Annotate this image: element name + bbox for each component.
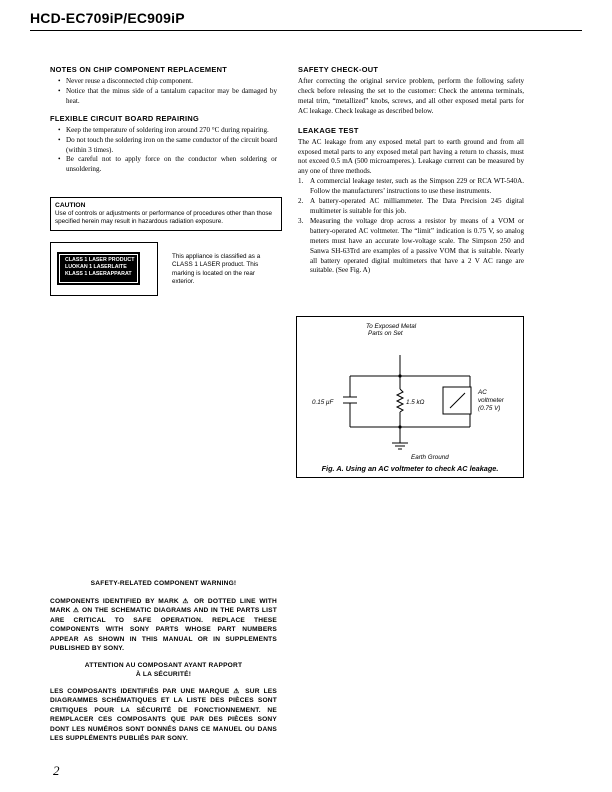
warning-text-fr: LES COMPOSANTS IDENTIFIÉS PAR UNE MARQUE ⚠ SUR LES DIAGRAMMES SCHÉMATIQUES ET LA LISTE DES PIÈCES SONT CRITIQUES POUR LA SÉCURITÉ DE FONCTIONNEMENT. NE REMPLACER CES COMPOSANTS QUE PAR DES PIÈCES SONY DONT LES NUMÉROS SONT DONNÉS DANS CE MANUEL OU DANS LES SUPPLÉMENTS PUBLIÉS PAR SONY. bbox=[50, 688, 277, 743]
chip-notes-list bbox=[50, 77, 277, 107]
flex-board-heading: FLEXIBLE CIRCUIT BOARD REPAIRING bbox=[50, 113, 200, 123]
caution-text: Use of controls or adjustments or performance of procedures other than those specified herein may result in hazardous radiation exposure. bbox=[55, 210, 273, 226]
list-item: 2. A battery-operated AC milliammeter. The Data Precision 245 digital multimeter is suitable for this job. bbox=[298, 197, 524, 215]
meter-label: (0.75 V) bbox=[478, 405, 501, 412]
laser-label-box bbox=[50, 242, 158, 296]
page-number: 2 bbox=[53, 763, 60, 778]
meter-label: AC bbox=[478, 389, 487, 396]
figure-a bbox=[296, 316, 524, 478]
leakage-test-heading: LEAKAGE TEST bbox=[298, 125, 359, 135]
resistor-label: 1.5 kΩ bbox=[406, 399, 425, 406]
list-item: • Never reuse a disconnected chip component. bbox=[58, 77, 193, 85]
caution-title: CAUTION bbox=[55, 202, 86, 209]
left-column bbox=[50, 65, 277, 175]
laser-label-line: KLASS 1 LASERAPPARAT bbox=[65, 271, 132, 277]
chip-notes-heading: NOTES ON CHIP COMPONENT REPLACEMENT bbox=[50, 65, 228, 74]
leakage-methods-list bbox=[298, 177, 524, 276]
figure-top-label: To Exposed Metal bbox=[366, 323, 417, 330]
list-item: • Notice that the minus side of a tantalum capacitor may be damaged by heat. bbox=[58, 86, 277, 105]
laser-label bbox=[57, 252, 140, 285]
meter-label: voltmeter bbox=[478, 397, 504, 404]
figure-top-label: Parts on Set bbox=[368, 330, 403, 337]
ground-label: Earth Ground bbox=[411, 454, 449, 461]
warning-text-en: COMPONENTS IDENTIFIED BY MARK ⚠ OR DOTTED LINE WITH MARK ⚠ ON THE SCHEMATIC DIAGRAMS AND IN THE PARTS LIST ARE CRITICAL TO SAFE OPERATION. REPLACE THESE COMPONENTS WITH SONY PARTS WHOSE PART NUMBERS APPEAR AS SHOWN IN THIS MANUAL OR IN SUPPLEMENTS PUBLISHED BY SONY. bbox=[50, 598, 277, 653]
right-column bbox=[298, 65, 524, 276]
list-item: • Keep the temperature of soldering iron around 270 °C during repairing. bbox=[58, 125, 269, 134]
caution-box bbox=[50, 197, 282, 231]
list-item: 3. Measuring the voltage drop across a resistor by means of a VOM or battery-operated AC voltmeter. The “limit” indication is 0.75 V, so analog meters must have an accurate low-voltage scale. The Simpson 250 and Sanwa SH-63Trd are examples of a passive VOM that is suitable. Nearly all battery operated digital multimeters that have a 2 V AC range are suitable. (See Fig. A) bbox=[298, 216, 524, 275]
warning-title: SAFETY-RELATED COMPONENT WARNING! bbox=[90, 580, 237, 587]
laser-label-line: LUOKAN 1 LASERLAITE bbox=[65, 264, 127, 270]
list-item: 1. A commercial leakage tester, such as the Simpson 229 or RCA WT-540A. Follow the manufacturers’ instructions to use these instruments. bbox=[298, 177, 524, 196]
figure-caption: Fig. A. Using an AC voltmeter to check AC leakage. bbox=[321, 464, 499, 473]
safety-checkout-text: After correcting the original service problem, perform the following safety check before releasing the set to the customer: Check the antenna terminals, metal trim, “metallized” knobs, screws, and all other exposed metal parts for AC leakage. Check leakage as described below. bbox=[298, 77, 524, 115]
header-rule bbox=[30, 30, 582, 31]
list-item: • Do not touch the soldering iron on the same conductor of the circuit board (within 3 times). bbox=[58, 135, 277, 154]
laser-note: This appliance is classified as a CLASS 1 LASER product. This marking is located on the rear exterior. bbox=[172, 253, 261, 285]
list-item: • Be careful not to apply force on the conductor when soldering or unsoldering. bbox=[58, 155, 277, 174]
capacitor-label: 0.15 μF bbox=[312, 399, 334, 406]
flex-board-list bbox=[50, 126, 277, 176]
warning-title-fr: ATTENTION AU COMPOSANT AYANT RAPPORT À LA SÉCURITÉ! bbox=[84, 662, 243, 679]
leakage-test-intro: The AC leakage from any exposed metal part to earth ground and from all exposed metal parts to any exposed metal part having a return to chassis, must not exceed 0.5 mA (500 microamperes.). Leakage current can be measured by any one of three methods. bbox=[298, 137, 524, 176]
page-header-title: HCD-EC709iP/EC909iP bbox=[30, 10, 185, 26]
safety-checkout-heading: SAFETY CHECK-OUT bbox=[298, 65, 379, 74]
laser-label-line: CLASS 1 LASER PRODUCT bbox=[65, 257, 135, 263]
